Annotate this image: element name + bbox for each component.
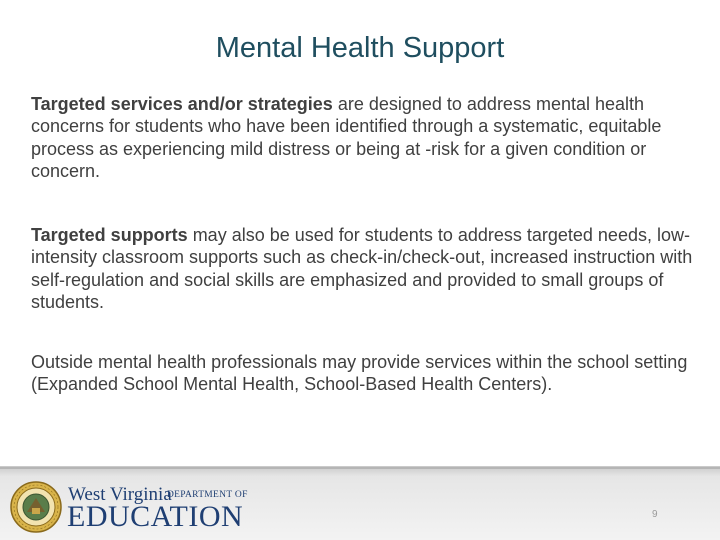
page-number: 9	[652, 509, 658, 520]
slide-title: Mental Health Support	[215, 32, 505, 64]
paragraph-text: may also be used for students to address targeted needs, low-intensity classroom supports such as check-in/check-out, increased instruction with self-regulation and social skills are emphasized and provided to small groups of students.	[31, 225, 693, 313]
logo-education: EDUCATION	[67, 500, 244, 533]
footer-divider	[0, 467, 720, 469]
paragraph-bold-lead: Targeted services and/or strategies	[31, 94, 333, 114]
state-seal-icon	[10, 481, 62, 533]
paragraph-bold-lead: Targeted supports	[31, 225, 188, 245]
paragraph-targeted-services	[31, 93, 696, 183]
logo-department-of: DEPARTMENT OF	[167, 490, 248, 500]
logo-state-name: West Virginia	[68, 484, 172, 505]
paragraph-targeted-supports	[31, 224, 696, 314]
paragraph-outside-professionals	[31, 351, 696, 396]
paragraph-text: are designed to address mental health concerns for students who have been identified through a systematic, equitable process as experiencing mild distress or being at -risk for a given condition or concern.	[31, 94, 662, 182]
paragraph-text: Outside mental health professionals may provide services within the school setting (Expanded School Mental Health, School-Based Health Centers).	[31, 352, 688, 395]
